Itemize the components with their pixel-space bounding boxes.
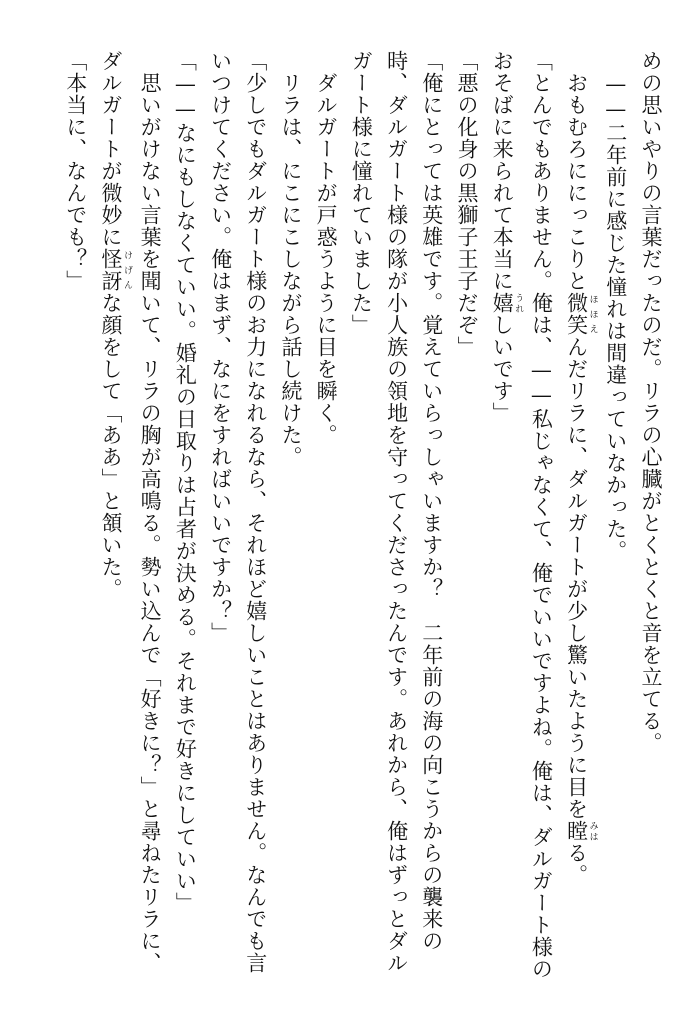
- ruby-annotation: [98, 248, 132, 292]
- vertical-text-body: [58, 50, 668, 980]
- ruby-annotation: [490, 292, 524, 314]
- text-line: 「——なにもしなくていい。婚礼の日取りは占者が決める。それまで好きにしていい」: [173, 50, 198, 914]
- ruby-base: 微笑: [564, 292, 589, 336]
- line-segment: おそばに来られて本当に: [490, 50, 515, 292]
- ruby-reading: けげん: [121, 248, 132, 292]
- line-segment: ダルガートが微妙に: [98, 50, 123, 248]
- text-line: ——二年前に感じた憧れは間違っていなかった。: [603, 50, 628, 562]
- line-segment: る。: [564, 842, 589, 886]
- text-line: [484, 50, 523, 980]
- text-line: 「本当に、なんでも？」: [63, 50, 88, 292]
- ruby-reading: ほほえ: [587, 292, 598, 336]
- text-line: [93, 50, 132, 980]
- text-line: リラは、にこにこしながら話し続けた。: [278, 50, 303, 468]
- text-line: 「少しでもダルガート様のお力になれるなら、それほど嬉しいことはありません。なんでも言: [243, 50, 268, 974]
- ruby-reading: みは: [587, 820, 598, 842]
- text-line: 「とんでもありません。俺は、——私じゃなくて、俺でいいですよね。俺は、ダルガート様の: [529, 50, 554, 980]
- text-line: めの思いやりの言葉だったのだ。リラの心臓がとくとくと音を立てる。: [639, 50, 663, 754]
- ruby-base: 怪訝: [98, 248, 123, 292]
- text-line: 「俺にとっては英雄です。覚えていらっしゃいますか？ 二年前の海の向こうからの襲来の: [419, 50, 444, 952]
- text-line: ダルガートが戸惑うように目を瞬く。: [314, 50, 339, 446]
- ruby-base: 瞠: [564, 820, 589, 842]
- text-line: 思いがけない言葉を聞いて、リラの胸が高鳴る。勢い込んで「好きに？」と尋ねたリラに、: [138, 50, 163, 974]
- ruby-base: 嬉: [490, 292, 515, 314]
- text-line: いつけてください。俺はまず、なにをすればいいですか？」: [208, 50, 233, 644]
- text-line: ガート様に憧れていました」: [349, 50, 374, 336]
- ruby-reading: うれ: [513, 292, 524, 314]
- text-line: 時、ダルガート様の隊が小人族の領地を守ってくださったんです。あれから、俺はずっとダル: [384, 50, 409, 974]
- text-line: 「悪の化身の黒獅子王子だぞ」: [454, 50, 479, 358]
- ruby-annotation: [564, 292, 598, 336]
- line-segment: おもむろににっこりと: [564, 50, 589, 292]
- text-line: [558, 50, 597, 980]
- ruby-annotation: [564, 820, 598, 842]
- line-segment: んだリラに、ダルガートが少し驚いたように目を: [564, 336, 589, 820]
- line-segment: しいです」: [490, 314, 515, 424]
- line-segment: な顔をして「ああ」と頷いた。: [98, 292, 123, 600]
